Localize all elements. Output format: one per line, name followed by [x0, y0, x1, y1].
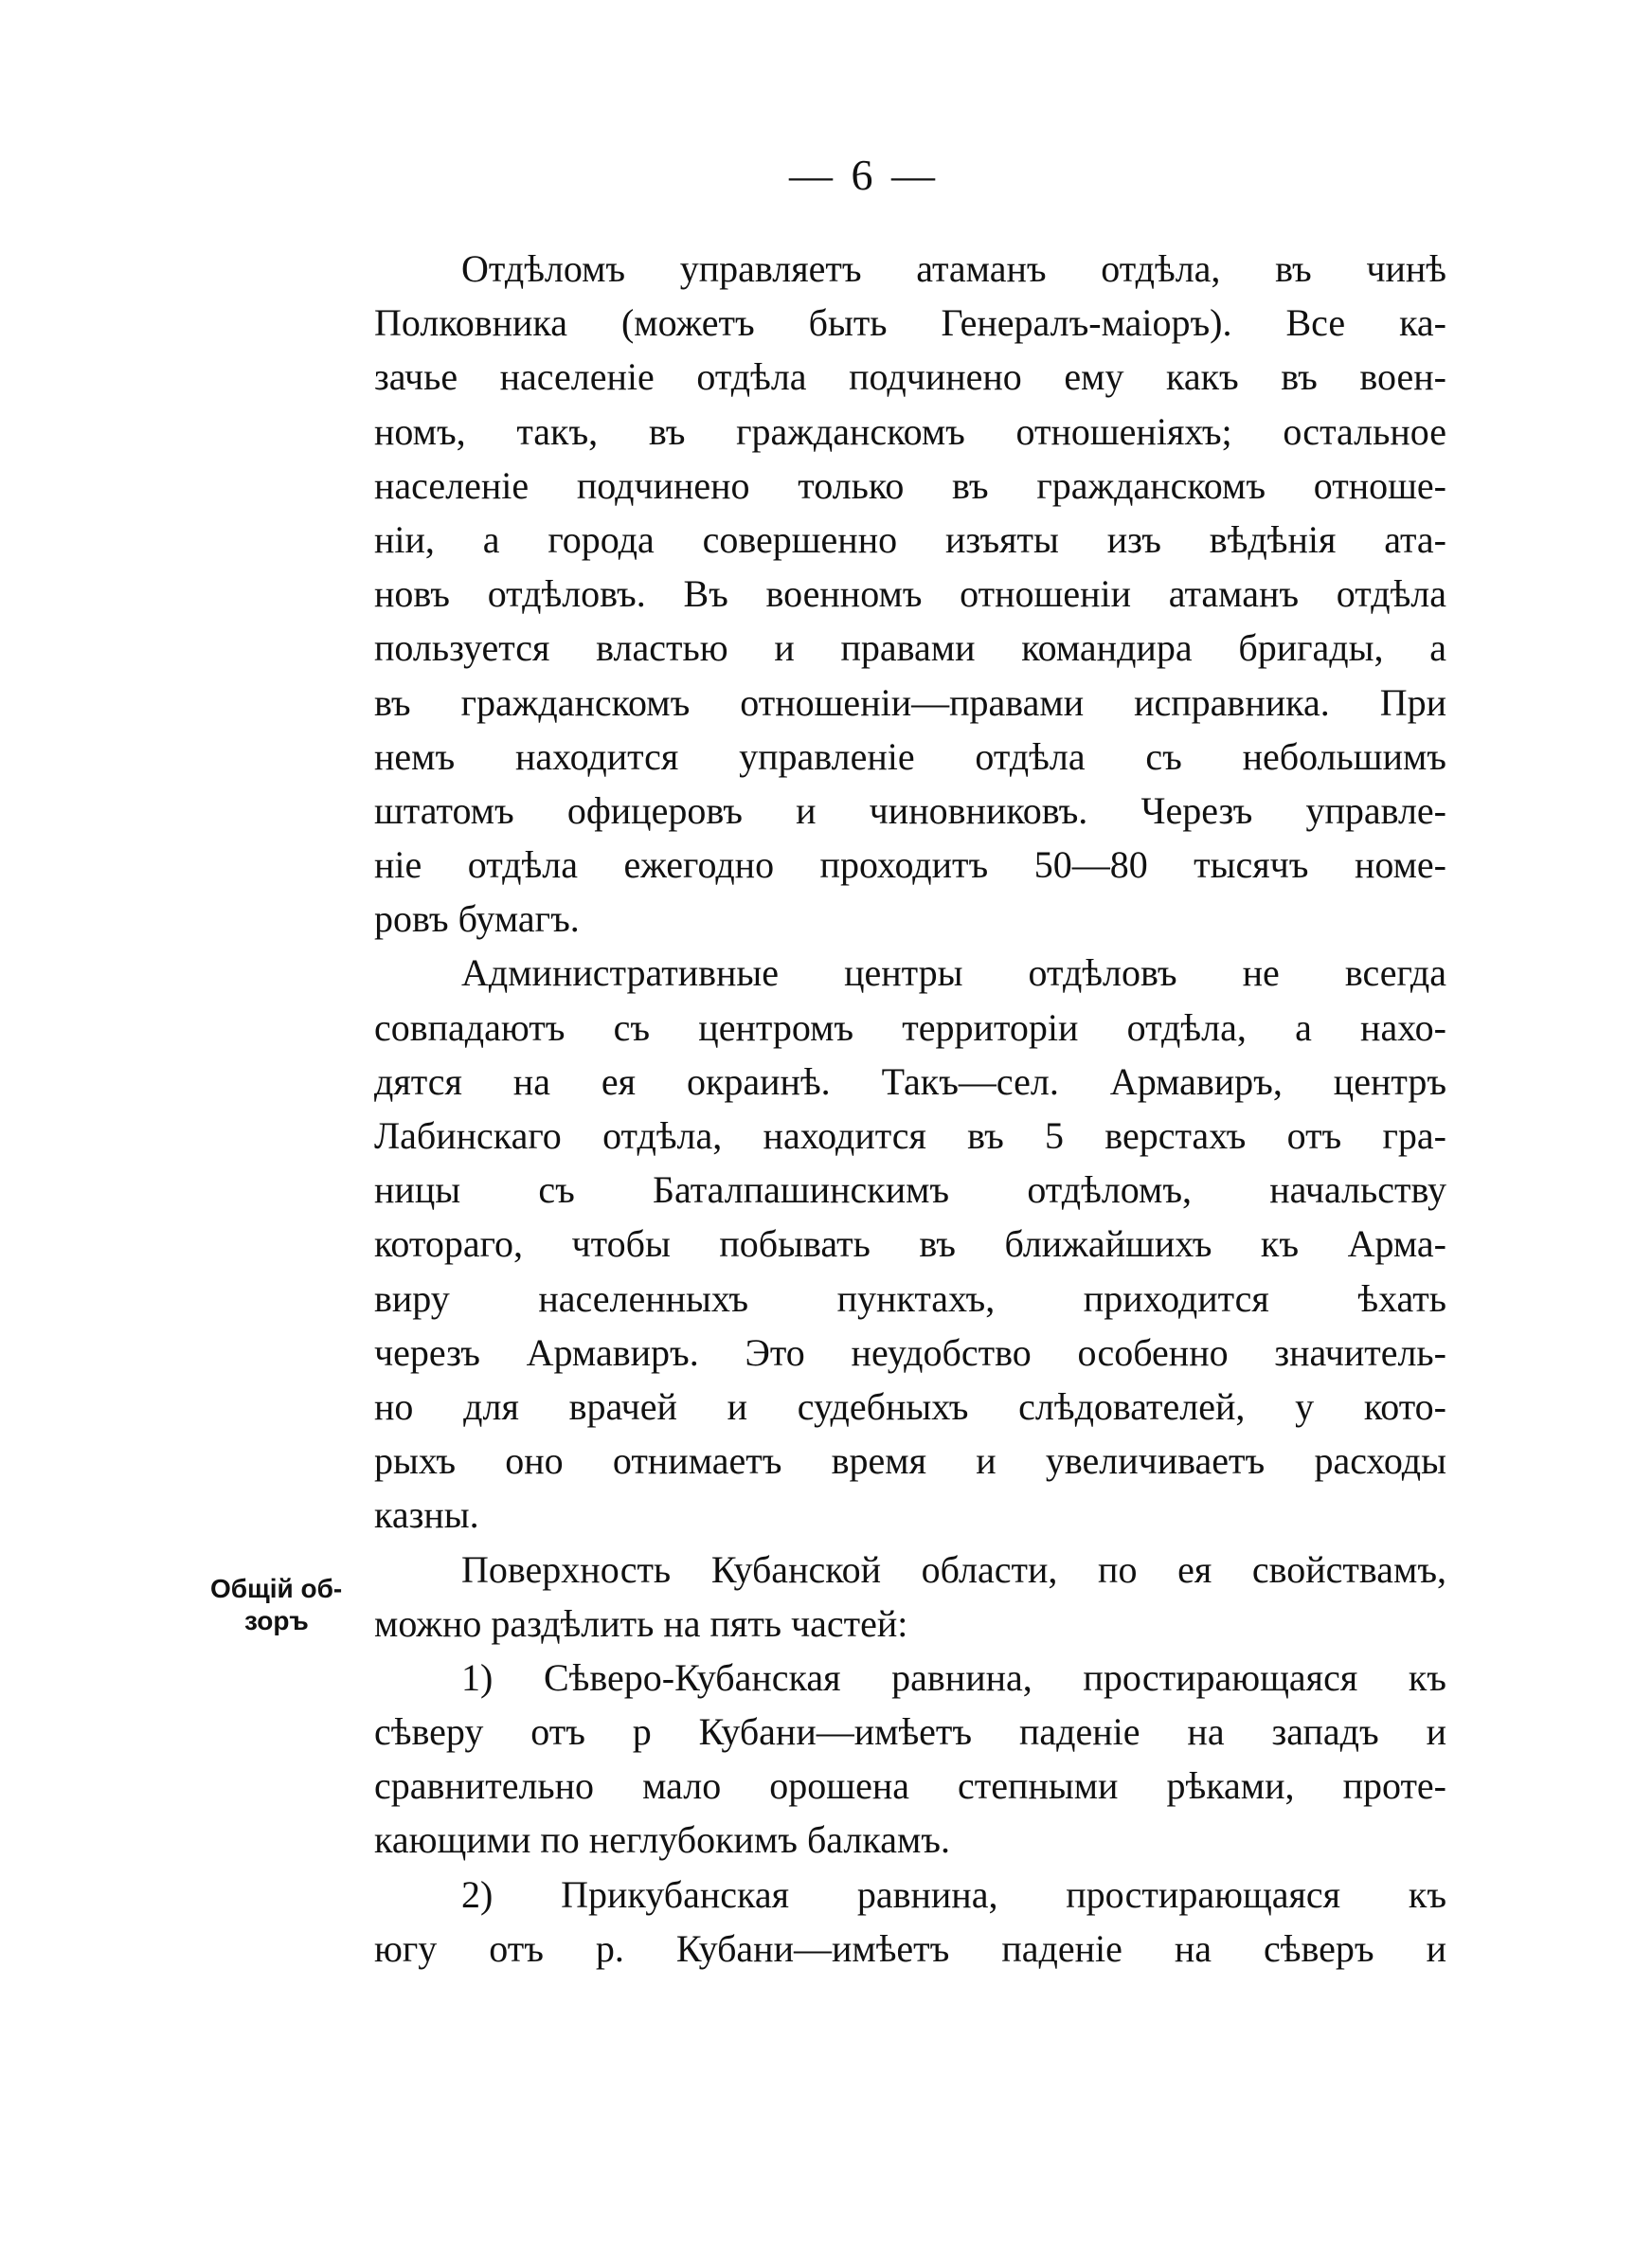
text-line: кающими по неглубокимъ балкамъ.	[374, 1818, 950, 1862]
text-line: Лабинскаго отдѣла, находится въ 5 верстахъ отъ гра-	[374, 1114, 1446, 1157]
text-line: новъ отдѣловъ. Въ военномъ отношеніи атаманъ отдѣла	[374, 572, 1446, 616]
text-line: въ гражданскомъ отношеніи—правами исправника. При	[374, 680, 1446, 724]
body-text	[374, 242, 1446, 1976]
text-line: Административные центры отдѣловъ не всегда	[461, 951, 1446, 995]
text-line: 2) Прикубанская равнина, простирающаяся къ	[461, 1872, 1446, 1916]
margin-note-line: зоръ	[244, 1606, 309, 1635]
margin-note-line: Общій об-	[210, 1574, 343, 1603]
text-line: Отдѣломъ управляетъ атаманъ отдѣла, въ чинѣ	[461, 247, 1446, 290]
text-line: пользуется властью и правами командира бригады, а	[374, 626, 1446, 670]
text-line: казны.	[374, 1493, 479, 1537]
text-line: югу отъ р. Кубани—имѣетъ паденіе на сѣверъ и	[374, 1926, 1446, 1970]
text-line: ницы съ Баталпашинскимъ отдѣломъ, начальству	[374, 1168, 1446, 1212]
text-line: можно раздѣлить на пять частей:	[374, 1601, 908, 1645]
text-line: ніи, а города совершенно изъяты изъ вѣдѣнія ата-	[374, 517, 1446, 561]
text-line: дятся на ея окраинѣ. Такъ—сел. Армавиръ, центръ	[374, 1059, 1446, 1103]
text-line: населеніе подчинено только въ гражданскомъ отноше-	[374, 463, 1446, 507]
text-line: ровъ бумагъ.	[374, 897, 580, 941]
text-line: сравнительно мало орошена степными рѣками, проте-	[374, 1764, 1446, 1808]
text-line: Поверхность Кубанской области, по ея свойствамъ,	[461, 1547, 1446, 1591]
paragraph	[374, 1651, 1446, 1868]
paragraph	[374, 1543, 1446, 1651]
text-line: зачье населеніе отдѣла подчинено ему какъ въ воен-	[374, 355, 1446, 399]
paragraph	[374, 242, 1446, 946]
text-line: немъ находится управленіе отдѣла съ небольшимъ	[374, 734, 1446, 778]
margin-note	[210, 1573, 362, 1637]
text-line: 1) Сѣверо-Кубанская равнина, простирающаяся къ	[461, 1655, 1446, 1699]
text-line: ніе отдѣла ежегодно проходитъ 50—80 тысячъ номе-	[374, 843, 1446, 887]
paragraph	[374, 1868, 1446, 1976]
paragraph	[374, 946, 1446, 1542]
page-number: — 6 —	[789, 151, 939, 199]
text-line: совпадаютъ съ центромъ территоріи отдѣла, а нахо-	[374, 1005, 1446, 1049]
text-line: котораго, чтобы побывать въ ближайшихъ къ Арма-	[374, 1222, 1446, 1266]
text-line: рыхъ оно отнимаетъ время и увеличиваетъ расходы	[374, 1439, 1446, 1483]
text-line: сѣверу отъ р Кубани—имѣетъ паденіе на западъ и	[374, 1710, 1446, 1754]
text-line: номъ, такъ, въ гражданскомъ отношеніяхъ; остальное	[374, 409, 1446, 453]
text-line: Полковника (можетъ быть Генералъ-маіоръ). Все ка-	[374, 301, 1446, 345]
text-line: черезъ Армавиръ. Это неудобство особенно значитель-	[374, 1330, 1446, 1374]
text-line: но для врачей и судебныхъ слѣдователей, у кото-	[374, 1384, 1446, 1428]
text-line: виру населенныхъ пунктахъ, приходится ѣхать	[374, 1276, 1446, 1320]
text-line: штатомъ офицеровъ и чиновниковъ. Черезъ управле-	[374, 788, 1446, 832]
